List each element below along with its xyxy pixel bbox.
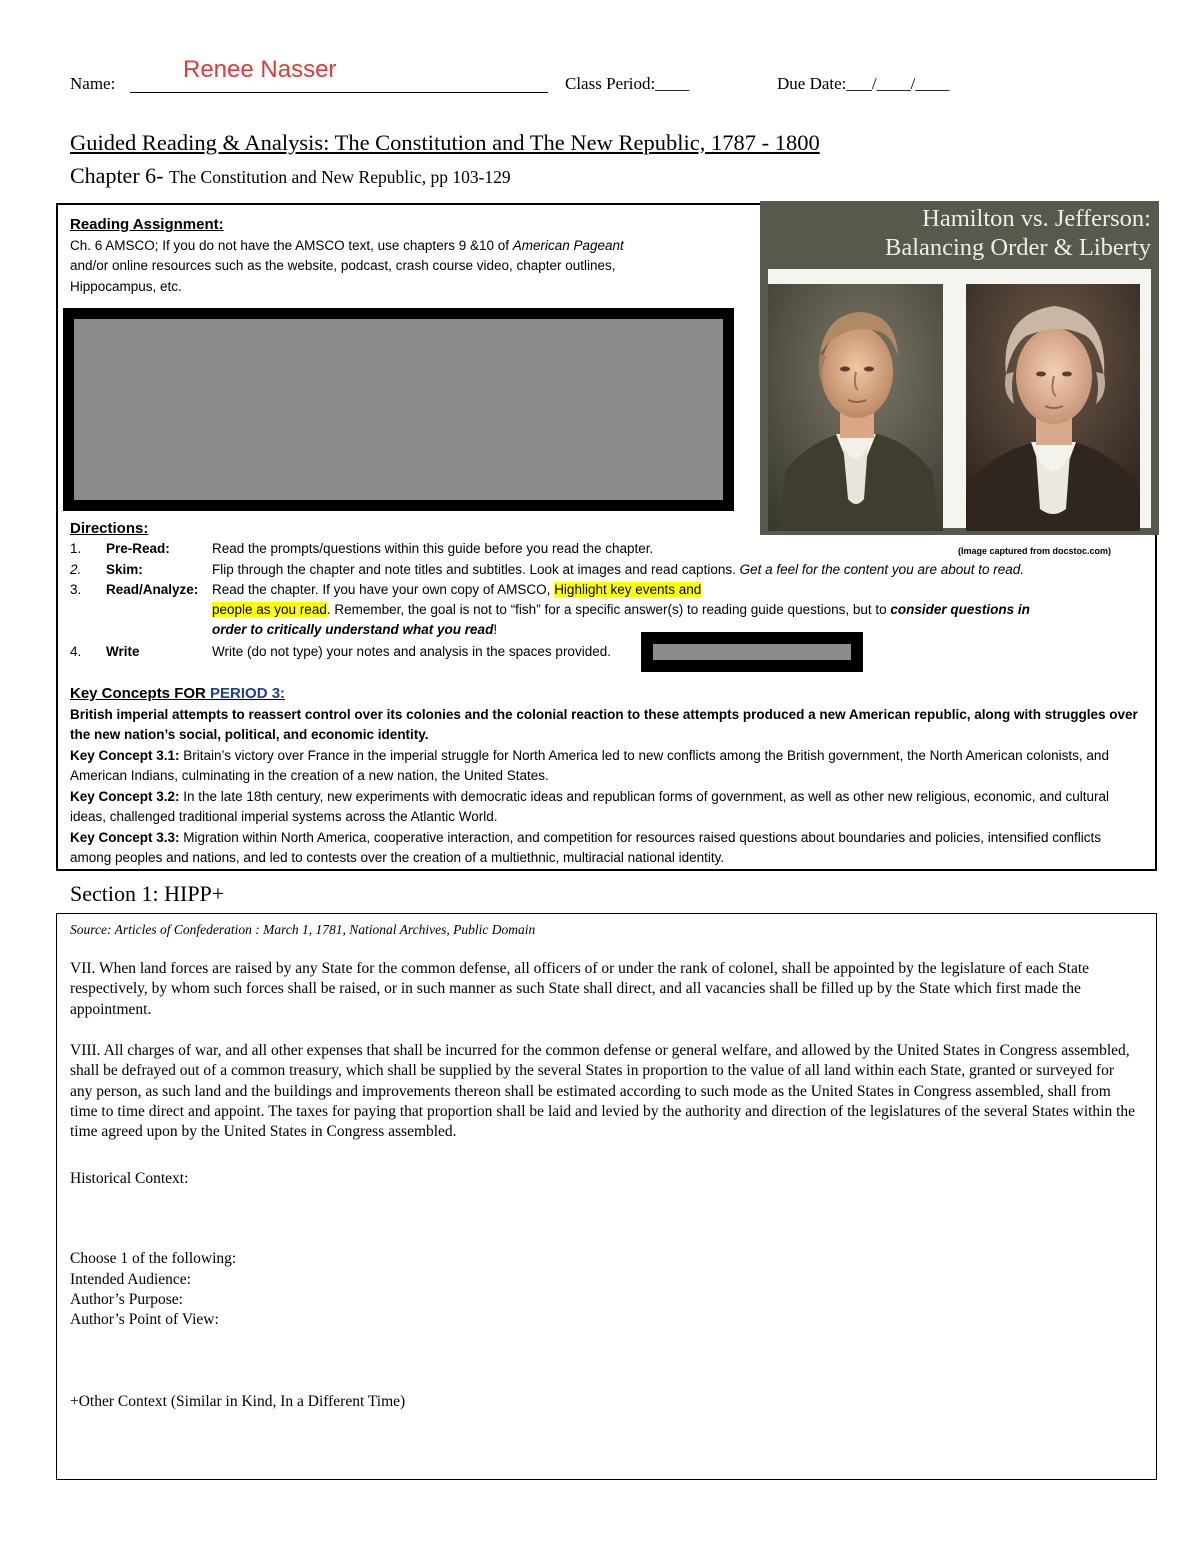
section-1-title: Section 1: HIPP+ [70,881,225,906]
reading-line-2: and/or online resources such as the website, podcast, crash course video, chapter outlines, [70,258,616,273]
direction-2-num: 2. [70,562,82,577]
direction-3-text-line1: Read the chapter. If you have your own copy of AMSCO, Highlight key events and [212,582,702,597]
chapter-subtitle: The Constitution and New Republic, pp 103-129 [168,167,511,187]
directions-heading: Directions: [70,520,149,537]
direction-3-label: Read/Analyze: [106,582,199,597]
document-title: Guided Reading & Analysis: The Constitution and The New Republic, 1787 - 1800 [70,130,820,155]
reading-line-3: Hippocampus, etc. [70,278,182,294]
chapter-label: Chapter 6- [70,163,164,188]
direction-2-label: Skim: [106,562,143,577]
direction-3-text-line3: order to critically understand what you read! [212,622,498,637]
article-vii-text: VII. When land forces are raised by any State for the common defense, all officers of or under the rank of colonel, shall be appointed by the legislature of each State respectively, by whom such forces shall be raised, or in such manner as such State shall direct, and all vacancies shall be filled up by the State which first made the appointment. [70,960,1090,1018]
student-name[interactable]: Renee Nasser [183,56,337,83]
direction-3-text-line2: people as you read. Remember, the goal is not to “fish” for a specific answer(s) to reading guide questions, but to consider questions in [212,602,1030,617]
key-concepts [70,684,1140,869]
other-context-label[interactable]: +Other Context (Similar in Kind, In a Different Time) [70,1393,406,1410]
image-title-line2: Balancing Order & Liberty [884,234,1151,261]
direction-4-label: Write [106,644,140,659]
direction-3-num: 3. [70,582,82,597]
reading-assignment-heading: Reading Assignment: [70,216,224,233]
redacted-block [63,308,734,511]
reading-line-1: Ch. 6 AMSCO; If you do not have the AMSCO text, use chapters 9 &10 of American Pageant [70,237,624,253]
class-period-label: Class Period:____ [565,74,690,93]
highlight-text: Highlight key events and [554,582,702,597]
name-line [130,92,548,93]
historical-context-label[interactable]: Historical Context: [70,1170,189,1187]
hamilton-portrait [768,284,943,531]
intended-audience-label[interactable]: Intended Audience: [70,1271,191,1288]
direction-2-text: Flip through the chapter and note titles and subtitles. Look at images and read captions. Get a feel for the content you are about to read. [212,562,1025,577]
jefferson-portrait [966,284,1140,531]
article-viii-text: VIII. All charges of war, and all other expenses that shall be incurred for the common defense or general welfare, and allowed by the United States in Congress assembled, shall be defrayed out of a common treasury, which shall be supplied by the several States in proportion to the value of all land within each State, granted or surveyed for any person, as such land and the buildings and improvements thereon shall be estimated according to such mode as the United States in Congress assembled, shall from time to time direct and appoint. The taxes for paying that proportion shall be laid and levied by the authority and direction of the legislatures of the several States within the time agreed upon by the United States in Congress assembled. [70,1042,1136,1141]
direction-4-num: 4. [70,644,82,659]
key-concepts-heading: Key Concepts FOR PERIOD 3: [70,685,286,702]
direction-1-label: Pre-Read: [106,541,170,556]
key-concepts-intro: British imperial attempts to reassert control over its colonies and the colonial reaction to these attempts produced a new American republic, along with struggles over the new nation’s social, political, and economic identity. [70,706,1138,742]
direction-4-text: Write (do not type) your notes and analysis in the spaces provided. [212,644,611,659]
direction-1-text: Read the prompts/questions within this guide before you read the chapter. [212,541,654,556]
key-concept-3-2: Key Concept 3.2: In the late 18th century, new experiments with democratic ideas and republican forms of government, as well as other new religious, economic, and cultural ideas, challenged traditional imperial systems across the Atlantic World. [70,788,1110,824]
name-label: Name: [70,74,116,93]
choose-one-label: Choose 1 of the following: [70,1250,237,1267]
image-credit: (Image captured from docstoc.com) [958,546,1112,556]
key-concept-3-3: Key Concept 3.3: Migration within North America, cooperative interaction, and competition for resources raised questions about boundaries and policies, intensified conflicts among peoples and nations, and led to contests over the creation of a multiethnic, multiracial national identity. [70,829,1102,865]
reading-assignment [70,215,710,297]
key-concept-3-1: Key Concept 3.1: Britain’s victory over France in the imperial struggle for North America led to new conflicts among the British government, the North American colonists, and American Indians, culminating in the creation of a new nation, the United States. [70,747,1109,783]
authors-pov-label[interactable]: Author’s Point of View: [70,1311,219,1328]
direction-1-num: 1. [70,541,82,556]
due-date-label: Due Date:___/____/____ [777,74,950,93]
authors-purpose-label[interactable]: Author’s Purpose: [70,1291,183,1308]
chapter-heading [70,163,511,189]
image-title-line1: Hamilton vs. Jefferson: [922,205,1151,232]
redacted-inline-block [641,632,863,672]
source-citation: Source: Articles of Confederation : March 1, 1781, National Archives, Public Domain [70,922,536,937]
